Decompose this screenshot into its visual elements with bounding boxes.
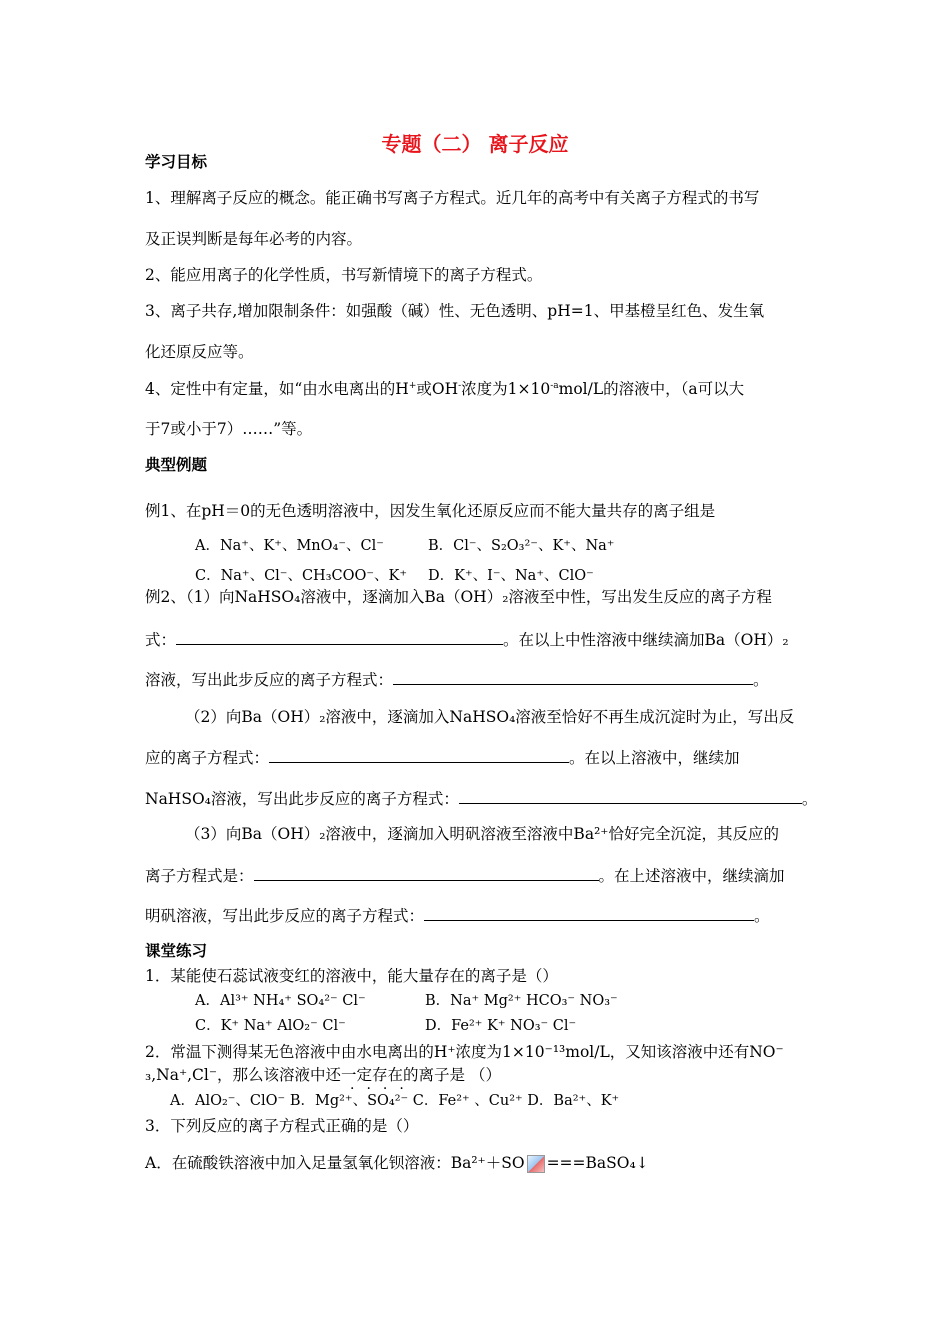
section-heading-practice: 课堂练习 bbox=[145, 942, 208, 960]
example-2-line-7: （3）向Ba（OH）₂溶液中，逐滴加入明矾溶液至溶液中Ba²⁺恰好完全沉淀，其反应的 bbox=[185, 825, 779, 843]
example-2-line-1: 例2、（1）向NaHSO₄溶液中，逐滴加入Ba（OH）₂溶液至中性，写出发生反应的离子方程 bbox=[145, 588, 772, 606]
practice-1-option-c: C．K⁺ Na⁺ AlO₂⁻ Cl⁻ bbox=[195, 1018, 346, 1034]
section-heading-objectives: 学习目标 bbox=[145, 153, 208, 171]
section-heading-examples: 典型例题 bbox=[145, 456, 208, 474]
objective-1-line-1: 1、理解离子反应的概念。能正确书写离子方程式。近几年的高考中有关离子方程式的书写 bbox=[145, 189, 760, 207]
example-1-question: 例1、在pH＝0的无色透明溶液中，因发生氧化还原反应而不能大量共存的离子组是 bbox=[145, 502, 716, 520]
answer-blank[interactable] bbox=[176, 630, 503, 645]
objective-1-line-2: 及正误判断是每年必考的内容。 bbox=[145, 230, 363, 248]
objective-3-line-2: 化还原反应等。 bbox=[145, 343, 254, 361]
example-1-option-b: B．Cl⁻、S₂O₃²⁻、K⁺、Na⁺ bbox=[428, 538, 615, 554]
answer-blank[interactable] bbox=[254, 866, 599, 881]
broken-image-icon bbox=[527, 1155, 545, 1173]
example-2-line-8: 离子方程式是： 。在上述溶液中，继续滴加 bbox=[145, 867, 785, 885]
example-2-line-5: 应的离子方程式： 。在以上溶液中，继续加 bbox=[145, 749, 740, 767]
practice-2-line-2: ₃,Na⁺,Cl⁻，那么该溶液中还一定存在的离子是 （） bbox=[145, 1066, 501, 1084]
example-2-line-9: 明矾溶液，写出此步反应的离子方程式： 。 bbox=[145, 907, 770, 925]
answer-blank[interactable] bbox=[459, 789, 802, 804]
practice-1-option-a: A．Al³⁺ NH₄⁺ SO₄²⁻ Cl⁻ bbox=[195, 993, 366, 1009]
example-2-line-3: 溶液，写出此步反应的离子方程式： 。 bbox=[145, 671, 769, 689]
practice-2-options: A．AlO₂⁻、ClO⁻ B．Mg²⁺、SO₄²⁻ C．Fe²⁺ 、Cu²⁺ D．Ba²⁺、K⁺ bbox=[170, 1093, 620, 1109]
answer-blank[interactable] bbox=[424, 906, 754, 921]
example-2-line-6: NaHSO₄溶液，写出此步反应的离子方程式： 。 bbox=[145, 790, 818, 808]
objective-4-line-1: 4、定性中有定量，如“由水电离出的H+或OH-浓度为$1\times 10^{-a}mol/L$的溶液中，（a可以大 bbox=[145, 380, 745, 398]
practice-1-question: 1．某能使石蕊试液变红的溶液中，能大量存在的离子是（） bbox=[145, 967, 558, 985]
answer-blank[interactable] bbox=[269, 748, 569, 763]
page-title: 专题（二） 离子反应 bbox=[381, 132, 569, 156]
answer-blank[interactable] bbox=[393, 670, 753, 685]
practice-1-option-d: D．Fe²⁺ K⁺ NO₃⁻ Cl⁻ bbox=[425, 1018, 577, 1034]
example-1-option-c: C．Na⁺、Cl⁻、CH₃COO⁻、K⁺ bbox=[195, 568, 408, 584]
practice-2-line-1: 2．常温下测得某无色溶液中由水电离出的H⁺浓度为1×10⁻¹³mol/L，又知该溶液中还有NO⁻ bbox=[145, 1043, 784, 1061]
practice-3-question: 3．下列反应的离子方程式正确的是（） bbox=[145, 1117, 419, 1135]
practice-3-option-a: A．在硫酸铁溶液中加入足量氢氧化钡溶液：Ba²⁺＋SO ===BaSO₄↓ bbox=[145, 1154, 649, 1172]
example-2-line-2: 式： 。在以上中性溶液中继续滴加Ba（OH）₂ bbox=[145, 631, 789, 649]
objective-3-line-1: 3、离子共存,增加限制条件：如强酸（碱）性、无色透明、pH=1、甲基橙呈红色、发生氧 bbox=[145, 302, 765, 320]
emphasis-dots: ···· bbox=[350, 1081, 416, 1097]
example-2-line-4: （2）向Ba（OH）₂溶液中，逐滴加入NaHSO₄溶液至恰好不再生成沉淀时为止，写出反 bbox=[185, 708, 795, 726]
objective-2: 2、能应用离子的化学性质，书写新情境下的离子方程式。 bbox=[145, 266, 543, 284]
example-1-option-a: A．Na⁺、K⁺、MnO₄⁻、Cl⁻ bbox=[195, 538, 384, 554]
example-1-option-d: D．K⁺、I⁻、Na⁺、ClO⁻ bbox=[428, 568, 594, 584]
practice-1-option-b: B．Na⁺ Mg²⁺ HCO₃⁻ NO₃⁻ bbox=[425, 993, 618, 1009]
objective-4-line-2: 于7或小于7）……”等。 bbox=[145, 420, 313, 438]
